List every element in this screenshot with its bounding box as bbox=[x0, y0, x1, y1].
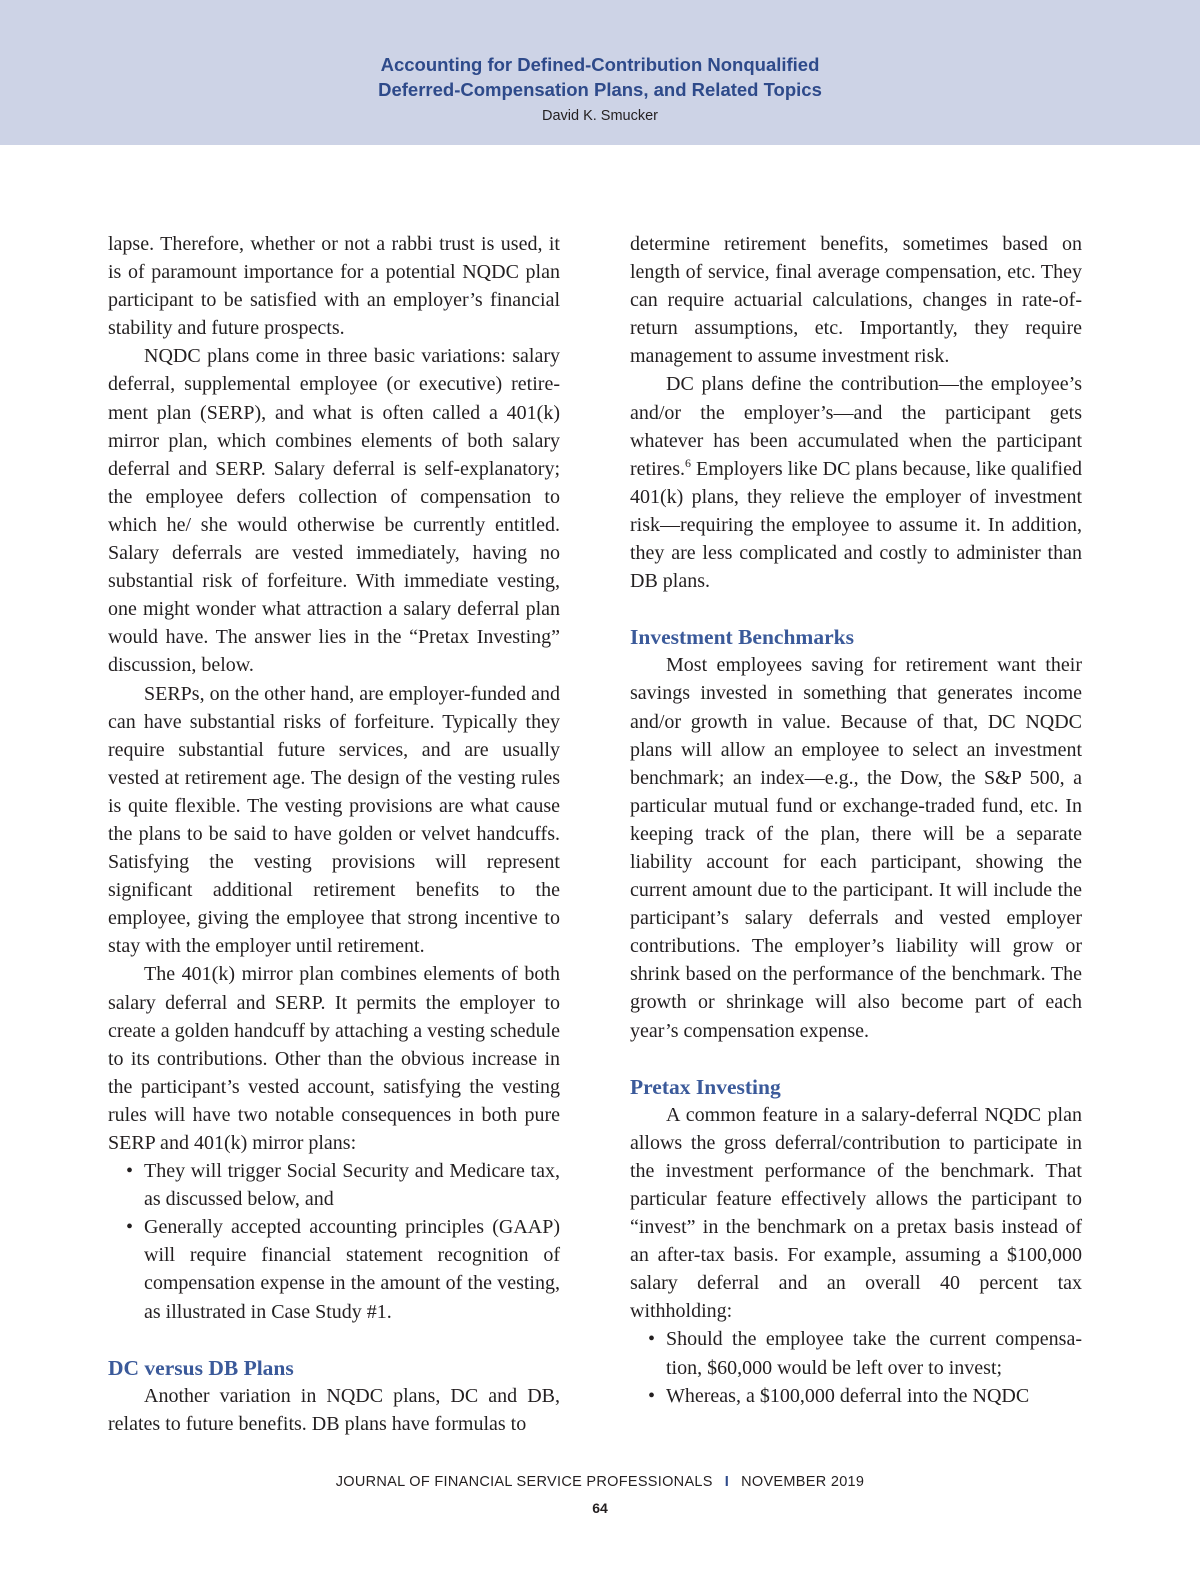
footer-separator: I bbox=[724, 1474, 730, 1490]
paragraph-text: Employers like DC plans because, like qualified 401(k) plans, they relieve the employer of investment risk—requiring the employee to assume it. In addition, they are less complicated and costly to administer than DB plans. bbox=[630, 457, 1082, 593]
list-item bbox=[108, 1157, 560, 1213]
list-item bbox=[630, 1325, 1082, 1381]
bullet-icon: • bbox=[126, 1160, 134, 1183]
article-title-line-1: Accounting for Defined-Contribution Nonqualified bbox=[380, 54, 820, 75]
issue-date: NOVEMBER 2019 bbox=[741, 1474, 865, 1490]
bullet-icon: • bbox=[126, 1216, 134, 1239]
running-footer bbox=[0, 1474, 1200, 1490]
section-heading-dc-vs-db: DC versus DB Plans bbox=[108, 1355, 294, 1380]
section-heading-investment-benchmarks: Investment Benchmarks bbox=[630, 625, 854, 650]
bullet-icon: • bbox=[648, 1384, 656, 1407]
list-item-text: Should the employee take the current compensation, $60,000 would be left over to invest; bbox=[666, 1328, 1082, 1379]
paragraph: Most employees saving for retirement want their savings invested in something that generates income and/or growth in value. Because of that, DC NQDC plans will allow an employee to select an investment benchmark; an index—e.g., the Dow, the S&P 500, a particular mutual fund or exchange-traded fund, etc. In keeping track of the plan, there will be a separate liability account for each participant, showing the current amount due to the participant. It will include the participant’s salary deferrals and vested employer contributions. The employer’s liability will grow or shrink based on the performance of the benchmark. The growth or shrinkage will also become part of each year’s compensation expense. bbox=[630, 654, 1082, 1042]
paragraph: NQDC plans come in three basic variations: salary deferral, supplemental employee (or executive) retirement plan (SERP), and what is often called a 401(k) mirror plan, which combines elements of both salary deferral and SERP. Salary deferral is self-explanatory; the employee defers collection of compensation to which he/ she would otherwise be currently entitled. Salary deferrals are vested immediately, having no substantial risk of forfeiture. With immediate vesting, one might wonder what attraction a salary deferral plan would have. The answer lies in the “Pretax Investing” discussion, below. bbox=[108, 345, 560, 677]
paragraph: SERPs, on the other hand, are employer-funded and can have substantial risks of forfeiture. Typically they require substantial future services, and are usually vested at retirement age. The design of the vesting rules is quite flexible. The vesting provisions are what cause the plans to be said to have golden or velvet handcuffs. Satisfying the vesting provisions will represent significant additional retirement benefits to the employee, giving the employee that strong incentive to stay with the employer until retirement. bbox=[108, 682, 560, 958]
bullet-list bbox=[630, 1325, 1082, 1409]
bullet-list bbox=[108, 1157, 560, 1326]
paragraph: Another variation in NQDC plans, DC and DB, relates to future benefits. DB plans have formulas to bbox=[108, 1384, 560, 1435]
paragraph: A common feature in a salary-deferral NQDC plan allows the gross deferral/contribution to participate in the investment performance of the benchmark. That particular feature effectively allows the participant to “invest” in the benchmark on a pretax basis instead of an after-tax basis. For example, assuming a $100,000 salary deferral and an overall 40 percent tax withholding: bbox=[630, 1103, 1082, 1323]
paragraph: determine retirement benefits, sometimes based on length of service, final average compensation, etc. They can require actuarial calculations, changes in rate-of-return assumptions, etc. Importantly, they require management to assume investment risk. bbox=[630, 233, 1082, 368]
list-item bbox=[630, 1382, 1082, 1410]
left-column bbox=[108, 230, 560, 1438]
list-item-text: Whereas, a $100,000 deferral into the NQDC bbox=[666, 1384, 1030, 1407]
footnote-marker: 6 bbox=[684, 455, 691, 470]
right-column bbox=[630, 230, 1082, 1410]
paragraph: lapse. Therefore, whether or not a rabbi trust is used, it is of paramount importance for a potential NQDC plan participant to be satisfied with an employer’s financial stability and future prospects. bbox=[108, 233, 560, 340]
section-heading-pretax-investing: Pretax Investing bbox=[630, 1074, 781, 1099]
header-band bbox=[0, 0, 1200, 145]
list-item bbox=[108, 1213, 560, 1325]
paragraph bbox=[630, 370, 1082, 595]
list-item-text: They will trigger Social Security and Medicare tax, as discussed below, and bbox=[144, 1160, 560, 1211]
paragraph: The 401(k) mirror plan combines elements of both salary deferral and SERP. It permits the employer to create a golden handcuff by attaching a vesting schedule to its contributions. Other than the obvious increase in the participant’s vested account, satisfying the vesting rules will have two notable consequences in both pure SERP and 401(k) mirror plans: bbox=[108, 963, 560, 1154]
article-title bbox=[0, 52, 1200, 102]
article-author: David K. Smucker bbox=[541, 108, 659, 124]
page-number: 64 bbox=[592, 1500, 608, 1516]
bullet-icon: • bbox=[648, 1328, 656, 1351]
article-title-line-2: Deferred-Compensation Plans, and Related Topics bbox=[378, 79, 822, 100]
journal-name: JOURNAL OF FINANCIAL SERVICE PROFESSIONALS bbox=[335, 1474, 713, 1490]
list-item-text: Generally accepted accounting principles (GAAP) will require financial statement recognition of compensation expense in the amount of the vesting, as illustrated in Case Study #1. bbox=[144, 1216, 560, 1323]
paragraph-text: DC plans define the contribution—the employee’s and/or the employer’s—and the participant gets whatever has been accumulated when the participant retires. bbox=[630, 373, 1082, 480]
